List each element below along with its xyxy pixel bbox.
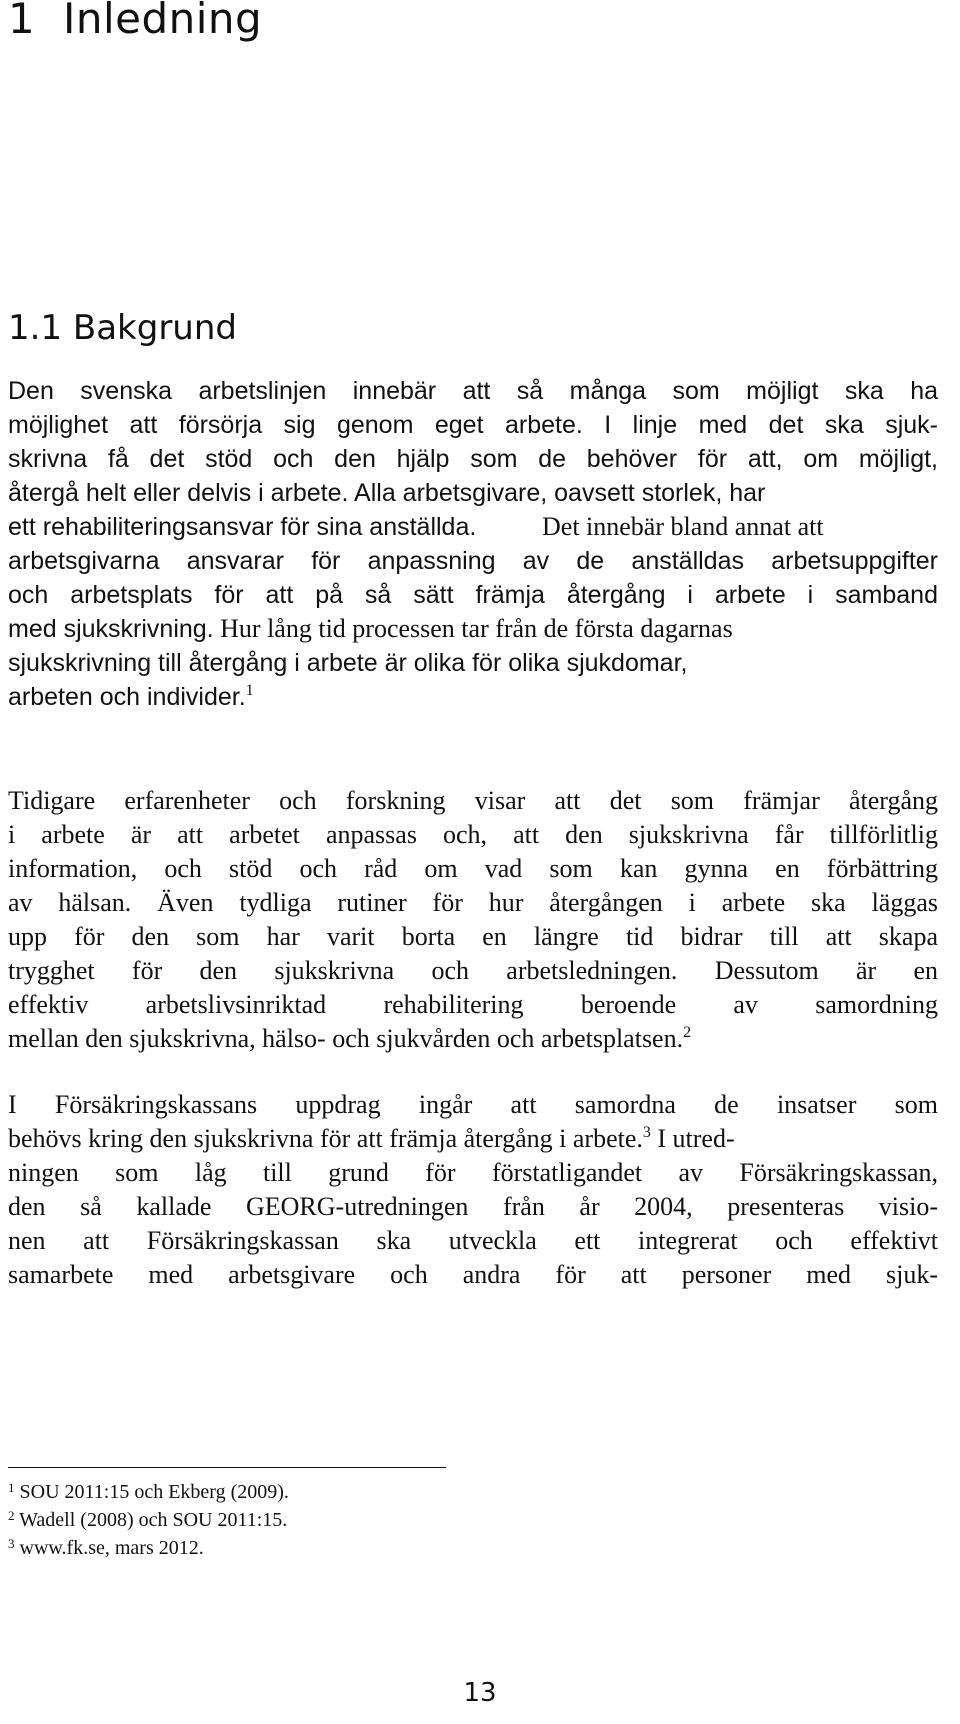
text-line-mixed	[8, 1122, 938, 1156]
footnote-text: SOU 2011:15 och Ekberg (2009).	[19, 1481, 289, 1503]
footnote-item	[8, 1534, 289, 1562]
footnote-number: 3	[8, 1536, 15, 1551]
text-span: behövs kring den sjukskrivna för att främja återgång i arbete.	[8, 1124, 643, 1153]
text-line: information, och stöd och råd om vad som kan gynna en förbättring	[8, 854, 938, 883]
text-line: av hälsan. Även tydliga rutiner för hur återgången i arbete ska läggas	[8, 888, 938, 917]
text-line: och arbetsplats för att på så sätt främja återgång i arbete i samband	[8, 581, 938, 609]
text-line: den så kallade GEORG-utredningen från år 2004, presenteras visio-	[8, 1192, 938, 1221]
text-line: trygghet för den sjukskrivna och arbetsledningen. Dessutom är en	[8, 956, 938, 985]
paragraph-bakgrund-3	[8, 1088, 938, 1292]
text-line-mixed	[8, 612, 938, 646]
text-line: nen att Försäkringskassan ska utveckla ett integrerat och effektivt	[8, 1226, 938, 1255]
text-line: Den svenska arbetslinjen innebär att så många som möjligt ska ha	[8, 377, 938, 405]
text-line: ett rehabiliteringsansvar för sina anställda.	[8, 513, 477, 541]
section-heading	[8, 308, 237, 348]
footnote-list	[8, 1478, 289, 1562]
text-span: arbeten och individer.	[8, 683, 246, 711]
chapter-number: 1	[8, 0, 36, 43]
footnote-separator	[8, 1467, 446, 1468]
footnote-number: 2	[8, 1508, 15, 1523]
text-line: sjukskrivning till återgång i arbete är olika för olika sjukdomar,	[8, 649, 688, 677]
footnote-text[interactable]: www.fk.se, mars 2012.	[19, 1537, 204, 1559]
section-title: Bakgrund	[72, 308, 237, 348]
text-span: mellan den sjukskrivna, hälso- och sjukvården och arbetsplatsen.	[8, 1024, 684, 1053]
footnote-ref[interactable]: 2	[683, 1024, 692, 1041]
footnote-ref[interactable]: 1	[245, 682, 254, 699]
text-line: skrivna få det stöd och den hjälp som de behöver för att, om möjligt,	[8, 445, 938, 473]
paragraph-bakgrund-2	[8, 784, 938, 1056]
text-line: Tidigare erfarenheter och forskning visar att det som främjar återgång	[8, 786, 938, 815]
text-span: med sjukskrivning.	[8, 615, 214, 643]
text-line: ningen som låg till grund för förstatligandet av Försäkringskassan,	[8, 1158, 938, 1187]
page-number: 13	[463, 1678, 497, 1708]
text-span: I utred-	[650, 1124, 735, 1153]
text-line-mixed	[8, 680, 938, 714]
footnote-item	[8, 1506, 289, 1534]
section-number: 1.1	[8, 308, 63, 348]
text-line: effektiv arbetslivsinriktad rehabilitering beroende av samordning	[8, 990, 938, 1019]
text-line: upp för den som har varit borta en längre tid bidrar till att skapa	[8, 922, 938, 951]
footnote-ref[interactable]: 3	[642, 1124, 651, 1141]
footnote-text: Wadell (2008) och SOU 2011:15.	[19, 1509, 288, 1531]
footnote-number: 1	[8, 1480, 15, 1495]
text-line: i arbete är att arbetet anpassas och, att den sjukskrivna får tillförlitlig	[8, 820, 938, 849]
text-line: arbetsgivarna ansvarar för anpassning av de anställdas arbetsuppgifter	[8, 547, 938, 575]
chapter-title: Inledning	[62, 0, 263, 43]
footnote-item	[8, 1478, 289, 1506]
text-line: I Försäkringskassans uppdrag ingår att samordna de insatser som	[8, 1090, 938, 1119]
text-line-mixed	[8, 1022, 938, 1056]
paragraph-bakgrund-1	[8, 374, 938, 714]
text-span: Alla arbetsgivare, oavsett storlek, har	[354, 479, 766, 507]
text-line: möjlighet att försörja sig genom eget arbete. I linje med det ska sjuk-	[8, 411, 938, 439]
text-span: Det innebär bland annat att	[542, 512, 824, 541]
text-line-mixed	[8, 476, 938, 510]
text-line: samarbete med arbetsgivare och andra för att personer med sjuk-	[8, 1260, 938, 1289]
text-span: återgå helt eller delvis i arbete.	[8, 479, 355, 507]
text-span: Hur lång tid processen tar från de första dagarnas	[213, 614, 733, 643]
chapter-heading	[8, 0, 262, 43]
